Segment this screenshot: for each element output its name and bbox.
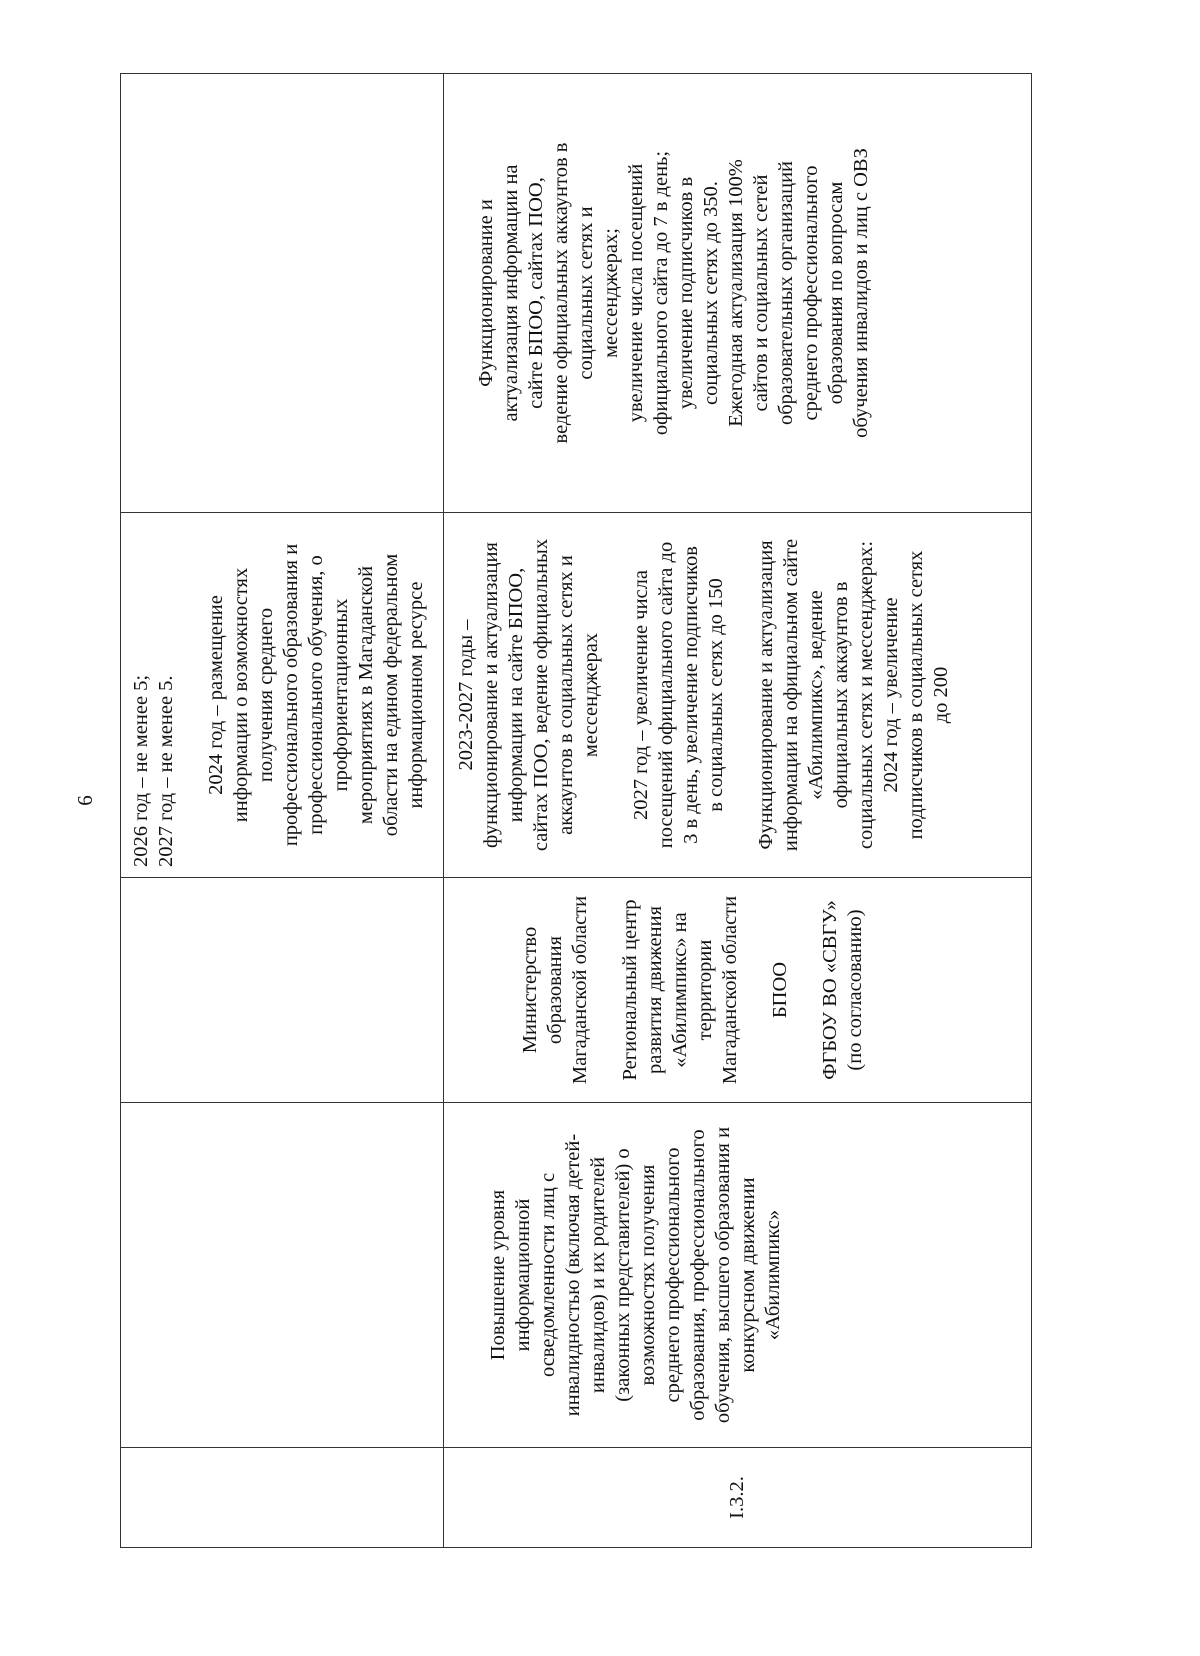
rotated-table-container <box>120 74 1032 1548</box>
results-line: посещений официального сайта до <box>655 541 677 849</box>
cell-responsible <box>444 878 1032 1103</box>
activity-line: «Абилимпикс» <box>762 1209 784 1341</box>
results-line: подписчиков в социальных сетях <box>905 550 927 840</box>
activity-line: конкурсном движении <box>737 1177 759 1373</box>
cell-results <box>444 513 1032 878</box>
activity-line: Повышение уровня <box>487 1189 509 1361</box>
results-line: профориентационных <box>330 598 352 792</box>
indicator-line: социальных сетях и <box>575 206 597 380</box>
indicator-line: образования по вопросам <box>825 181 847 405</box>
table-row-I-3-2 <box>444 74 1032 1548</box>
indicator-line: Функционирование и <box>475 199 497 387</box>
results-line: информации о возможностях <box>230 567 252 823</box>
responsible-line: Министерство <box>519 926 541 1054</box>
indicator-line: актуализация информации на <box>500 164 522 422</box>
responsible-line: ФГБОУ ВО «СВГУ» <box>819 900 841 1080</box>
results-line: мессенджерах <box>580 632 602 758</box>
results-line: официальных аккаунтов в <box>830 581 852 809</box>
indicator-line: сайтов и социальных сетей <box>750 174 772 412</box>
results-line: до 200 <box>930 666 952 724</box>
activity-line: образования, профессионального <box>687 1129 709 1421</box>
indicator-line: социальных сетях до 350. <box>700 181 722 405</box>
results-line: профессионального обучения, о <box>305 555 327 835</box>
results-line: 2027 год – не менее 5. <box>155 675 177 867</box>
activity-line: инвалидностью (включая детей- <box>562 1133 584 1417</box>
responsible-line: Региональный центр <box>619 899 641 1081</box>
results-line: мероприятиях в Магаданской <box>355 565 377 825</box>
responsible-line: Магаданской области <box>719 895 741 1085</box>
responsible-line: «Абилимпикс» на <box>669 912 691 1068</box>
responsible-line: (по согласованию) <box>844 909 866 1071</box>
results-line: информации на сайте БПОО, <box>505 567 527 823</box>
results-line: социальных сетях и мессенджерах: <box>855 540 877 850</box>
responsible-line: Магаданской области <box>569 895 591 1085</box>
results-line: Функционирование и актуализация <box>755 540 777 850</box>
activity-line: осведомленности лиц с <box>537 1172 559 1378</box>
results-line: 2024 год – размещение <box>205 595 227 795</box>
results-line: информации на официальном сайте <box>780 538 802 852</box>
results-line: профессионального образования и <box>280 543 302 847</box>
results-line: функционирование и актуализация <box>480 542 502 848</box>
activity-line: инвалидов) и их родителей <box>587 1156 609 1394</box>
responsible-line: образования <box>544 935 566 1045</box>
page-number: 6 <box>72 795 97 806</box>
activity-line: (законных представителей) о <box>612 1148 634 1402</box>
indicator-line: ведение официальных аккаунтов в <box>550 142 572 444</box>
indicator-line: Ежегодная актуализация 100% <box>725 159 747 427</box>
cell-results <box>121 513 444 878</box>
cell-activity <box>121 1103 444 1448</box>
cell-number <box>121 1448 444 1548</box>
results-line: 2027 год – увеличение числа <box>630 570 652 821</box>
cell-number <box>444 1448 1032 1548</box>
indicator-line: среднего профессионального <box>800 165 822 421</box>
results-line: информационном ресурсе <box>405 581 427 809</box>
indicator-line: увеличение числа посещений <box>625 163 647 423</box>
indicator-line: обучения инвалидов и лиц с ОВЗ <box>850 148 872 438</box>
responsible-line: развития движения <box>644 905 666 1075</box>
measures-table <box>120 73 1032 1548</box>
indicator-line: сайте БПОО, сайтах ПОО, <box>525 177 547 409</box>
results-line: получения среднего <box>255 607 277 783</box>
results-line: 2024 год – увеличение <box>880 597 902 793</box>
activity-line: среднего профессионального <box>662 1147 684 1403</box>
results-line: в социальных сетях до 150 <box>705 578 727 812</box>
results-line: области на едином федеральном <box>380 553 402 837</box>
responsible-line: территории <box>694 939 716 1041</box>
indicator-line: образовательных организаций <box>775 160 797 426</box>
results-line: 2023-2027 годы – <box>455 619 477 771</box>
results-line: сайтах ПОО, ведение официальных <box>530 538 552 852</box>
table-row-continuation <box>121 74 444 1548</box>
cell-responsible <box>121 878 444 1103</box>
activity-line: обучения, высшего образования и <box>712 1126 734 1424</box>
cell-activity <box>444 1103 1032 1448</box>
results-line: аккаунтов в социальных сетях и <box>555 555 577 835</box>
cell-indicators <box>444 74 1032 513</box>
results-line: «Абилимпикс», ведение <box>805 590 827 800</box>
cell-indicators <box>121 74 444 513</box>
responsible-line: БПОО <box>769 961 791 1019</box>
indicator-line: официального сайта до 7 в день; <box>650 150 672 436</box>
activity-line: возможностях получения <box>637 1164 659 1386</box>
results-line: 3 в день, увеличение подписчиков <box>680 546 702 844</box>
results-line: 2026 год – не менее 5; <box>130 674 152 867</box>
activity-line: информационной <box>512 1198 534 1352</box>
item-number: I.3.2. <box>726 1476 748 1519</box>
indicator-line: мессенджерах; <box>600 228 622 358</box>
indicator-line: увеличение подписчиков в <box>675 176 697 410</box>
